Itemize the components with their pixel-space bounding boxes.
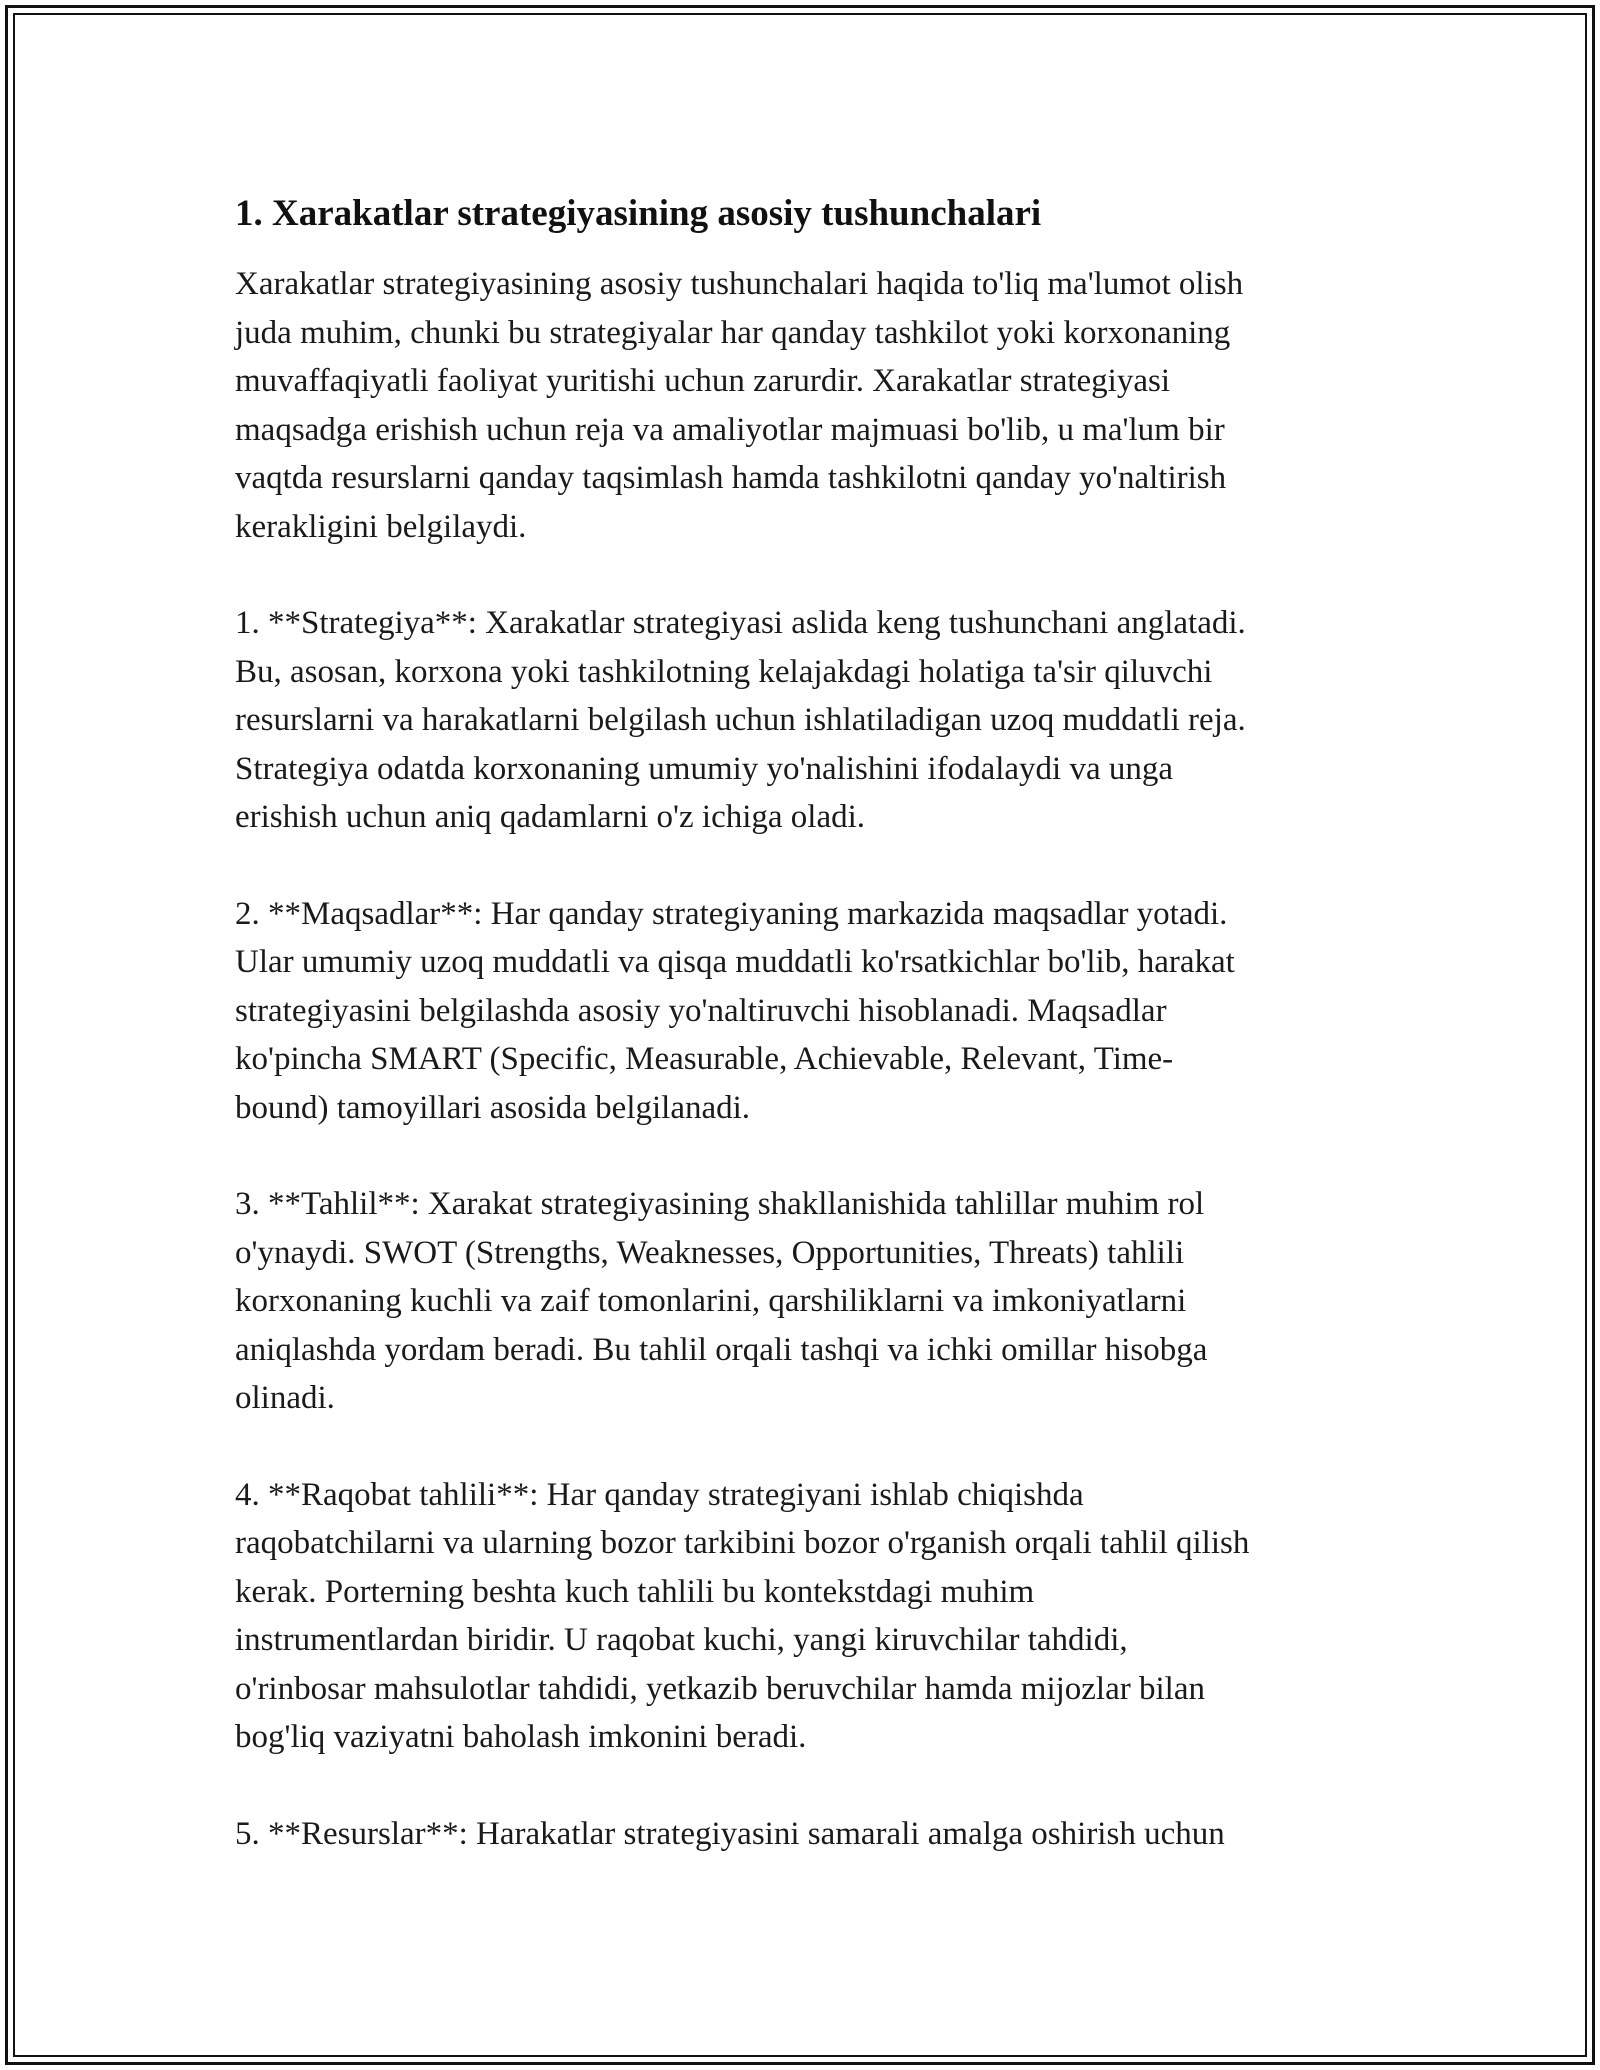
paragraph-maqsadlar: 2. **Maqsadlar**: Har qanday strategiyaning markazida maqsadlar yotadi. Ular umumiy uzoq muddatli va qisqa muddatli ko'rsatkichlar bo'lib, harakat strategiyasini belgilashda asosiy yo'naltiruvchi hisoblanadi. Maqsadlar ko'pincha SMART (Specific, Measurable, Achievable, Relevant, Time- bound) tamoyillari asosida belgilanadi.	[235, 895, 1235, 1126]
document-body	[235, 188, 1375, 1858]
paragraph-resurslar: 5. **Resurslar**: Harakatlar strategiyasini samarali amalga oshirish uchun	[235, 1815, 1225, 1852]
paragraph-raqobat-tahlili: 4. **Raqobat tahlili**: Har qanday strategiyani ishlab chiqishda raqobatchilarni va ularning bozor tarkibini bozor o'rganish orqali tahlil qilish kerak. Porterning beshta kuch tahlili bu kontekstdagi muhim instrumentlardan biridir. U raqobat kuchi, yangi kiruvchilar tahdidi, o'rinbosar mahsulotlar tahdidi, yetkazib beruvchilar hamda mijozlar bilan bog'liq vaziyatni baholash imkonini beradi.	[235, 1476, 1250, 1755]
intro-paragraph: Xarakatlar strategiyasining asosiy tushunchalari haqida to'liq ma'lumot olish juda muhim, chunki bu strategiyalar har qanday tashkilot yoki korxonaning muvaffaqiyatli faoliyat yuritishi uchun zarurdir. Xarakatlar strategiyasi maqsadga erishish uchun reja va amaliyotlar majmuasi bo'lib, u ma'lum bir vaqtda resurslarni qanday taqsimlash hamda tashkilotni qanday yo'naltirish kerakligini belgilaydi.	[235, 266, 1244, 545]
paragraph-tahlil: 3. **Tahlil**: Xarakat strategiyasining shakllanishida tahlillar muhim rol o'ynaydi. SWOT (Strengths, Weaknesses, Opportunities, Threats) tahlili korxonaning kuchli va zaif tomonlarini, qarshiliklarni va imkoniyatlarni aniqlashda yordam beradi. Bu tahlil orqali tashqi va ichki omillar hisobga olinadi.	[235, 1186, 1208, 1416]
page-title: 1. Xarakatlar strategiyasining asosiy tushunchalari	[235, 193, 1042, 234]
paragraph-strategiya: 1. **Strategiya**: Xarakatlar strategiyasi aslida keng tushunchani anglatadi. Bu, asosan, korxona yoki tashkilotning kelajakdagi holatiga ta'sir qiluvchi resurslarni va harakatlarni belgilash uchun ishlatiladigan uzoq muddatli reja. Strategiya odatda korxonaning umumiy yo'nalishini ifodalaydi va unga erishish uchun aniq qadamlarni o'z ichiga oladi.	[235, 605, 1246, 835]
